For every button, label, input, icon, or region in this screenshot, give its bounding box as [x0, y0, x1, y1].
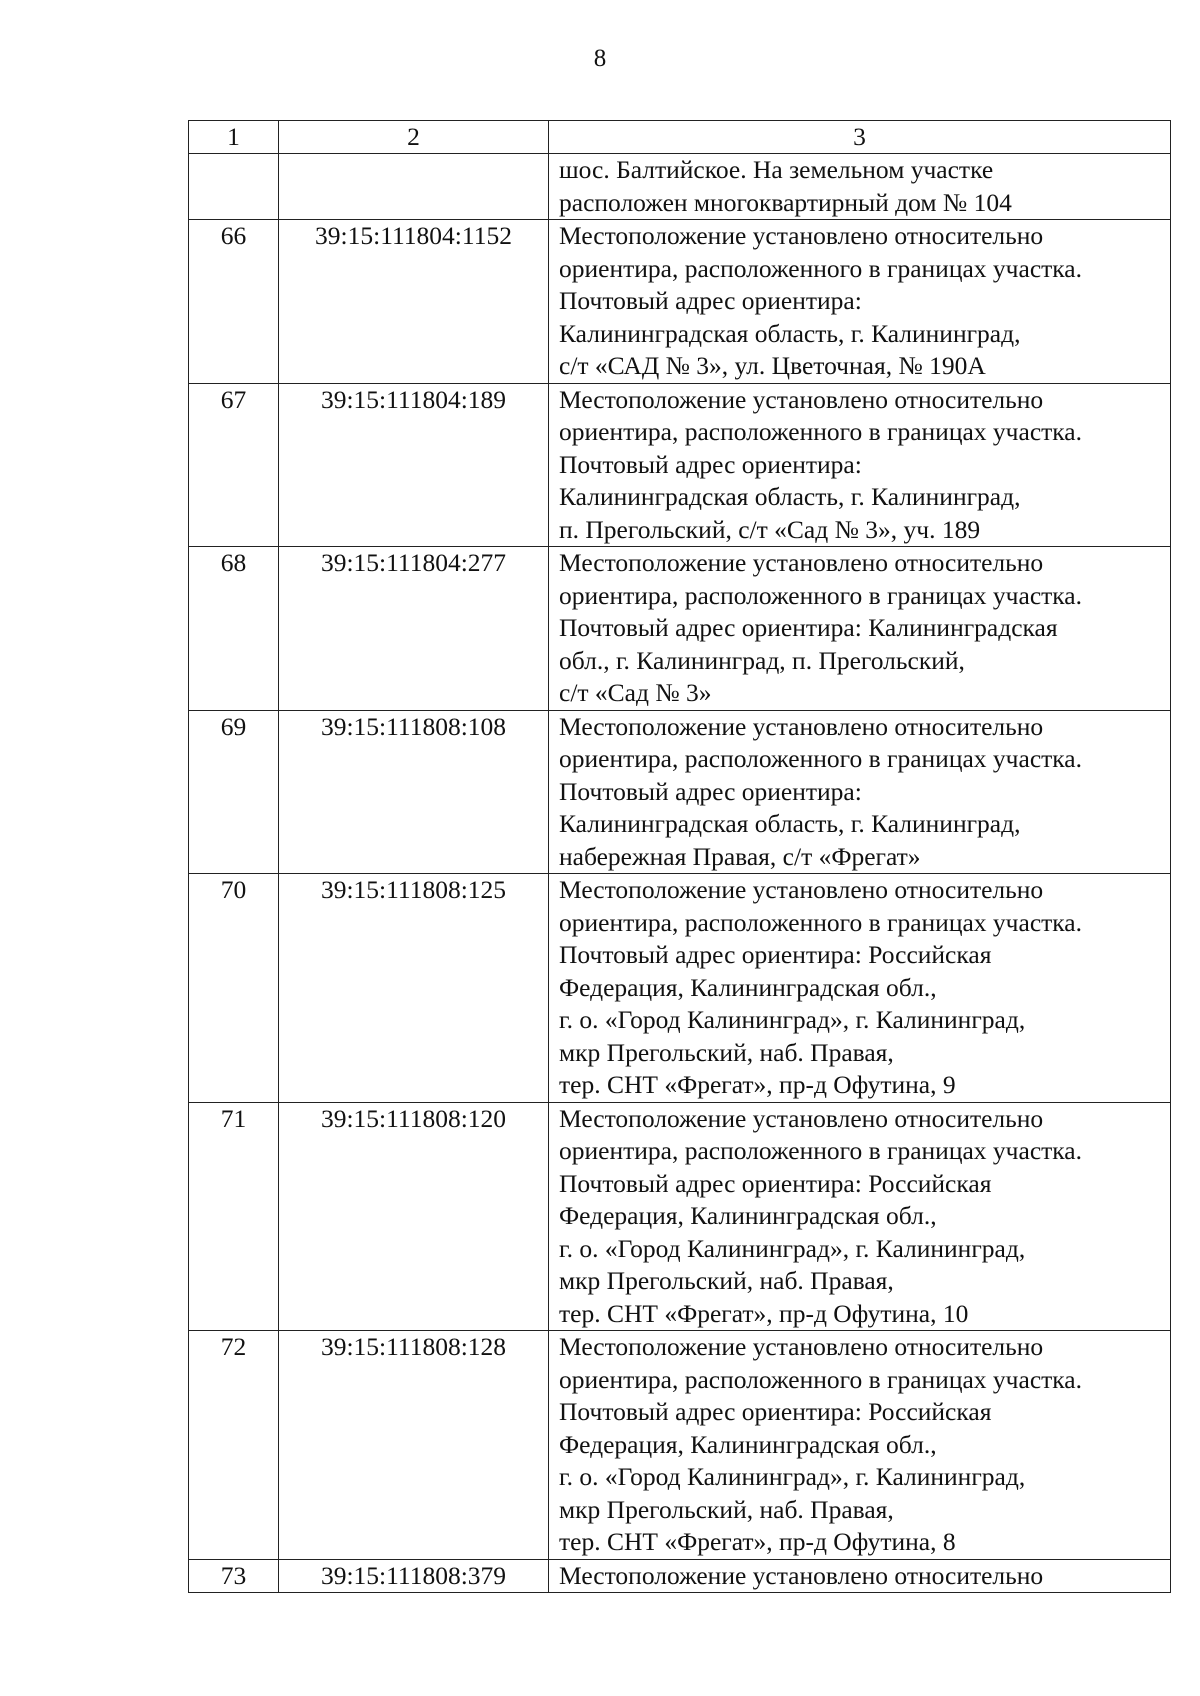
description-line: обл., г. Калининград, п. Прегольский, — [559, 645, 965, 675]
location-description — [549, 220, 1171, 384]
table-row — [189, 154, 1171, 220]
row-number: 72 — [189, 1331, 279, 1560]
description-line: ориентира, расположенного в границах участка. — [559, 1136, 1082, 1165]
description-line: Местоположение установлено относительно — [559, 1103, 1044, 1133]
description-line: тер. СНТ «Фрегат», пр-д Офутина, 9 — [559, 1070, 956, 1099]
row-number: 68 — [189, 547, 279, 711]
table-row — [189, 1331, 1171, 1560]
description-line: набережная Правая, с/т «Фрегат» — [559, 841, 921, 871]
location-description — [549, 710, 1171, 874]
table-row — [189, 220, 1171, 384]
table-row — [189, 874, 1171, 1103]
row-number: 73 — [189, 1559, 279, 1593]
location-description — [549, 874, 1171, 1103]
column-header-2: 2 — [279, 121, 549, 154]
description-line: ориентира, расположенного в границах участка. — [559, 1364, 1082, 1394]
description-line: Местоположение установлено относительно — [559, 548, 1044, 577]
page-number: 8 — [593, 45, 607, 72]
description-line: Почтовый адрес ориентира: — [559, 286, 862, 315]
description-line: ориентира, расположенного в границах участка. — [559, 907, 1082, 937]
description-line: расположен многоквартирный дом № 104 — [559, 187, 1012, 217]
location-description — [549, 383, 1171, 547]
column-header-3: 3 — [549, 121, 1171, 154]
description-line: Почтовый адрес ориентира: Калининградская — [559, 613, 1058, 642]
description-line: Калининградская область, г. Калининград, — [559, 809, 1021, 838]
description-line: Калининградская область, г. Калининград, — [559, 482, 1021, 511]
description-line: Почтовый адрес ориентира: Российская — [559, 1397, 992, 1426]
description-line: ориентира, расположенного в границах участка. — [559, 417, 1082, 446]
location-description — [549, 547, 1171, 711]
land-plot-table — [188, 120, 1171, 1593]
description-line: г. о. «Город Калининград», г. Калининград, — [559, 1462, 1026, 1491]
row-number: 70 — [189, 874, 279, 1103]
location-description — [549, 154, 1171, 220]
description-line: тер. СНТ «Фрегат», пр-д Офутина, 8 — [559, 1527, 956, 1556]
table-header-row — [189, 121, 1171, 154]
description-line: Местоположение установлено относительно — [559, 711, 1044, 741]
location-description — [549, 1331, 1171, 1560]
description-line: с/т «Сад № 3» — [559, 678, 712, 707]
description-line: Почтовый адрес ориентира: Российская — [559, 1168, 992, 1198]
description-line: мкр Прегольский, наб. Правая, — [559, 1494, 894, 1524]
description-line: мкр Прегольский, наб. Правая, — [559, 1037, 894, 1067]
description-line: Местоположение установлено относительно — [559, 1332, 1044, 1361]
cadastral-number: 39:15:111808:379 — [279, 1559, 549, 1593]
description-line: Федерация, Калининградская обл., — [559, 1429, 937, 1459]
description-line: г. о. «Город Калининград», г. Калининград, — [559, 1005, 1026, 1034]
cadastral-number: 39:15:111804:189 — [279, 383, 549, 547]
table-row — [189, 710, 1171, 874]
cadastral-number — [279, 154, 549, 220]
table-row — [189, 547, 1171, 711]
column-header-1: 1 — [189, 121, 279, 154]
description-line: с/т «САД № 3», ул. Цветочная, № 190А — [559, 351, 986, 380]
cadastral-number: 39:15:111804:1152 — [279, 220, 549, 384]
cadastral-number: 39:15:111808:120 — [279, 1102, 549, 1331]
description-line: Калининградская область, г. Калининград, — [559, 318, 1021, 348]
location-description — [549, 1102, 1171, 1331]
description-line: ориентира, расположенного в границах участка. — [559, 580, 1082, 610]
row-number: 67 — [189, 383, 279, 547]
row-number — [189, 154, 279, 220]
description-line: Местоположение установлено относительно — [559, 1560, 1044, 1590]
table-row — [189, 1559, 1171, 1593]
description-line: г. о. «Город Калининград», г. Калининград, — [559, 1233, 1026, 1263]
description-line: Местоположение установлено относительно — [559, 875, 1044, 904]
description-line: тер. СНТ «Фрегат», пр-д Офутина, 10 — [559, 1298, 969, 1328]
description-line: шос. Балтийское. На земельном участке — [559, 155, 994, 184]
table-row — [189, 383, 1171, 547]
description-line: Местоположение установлено относительно — [559, 221, 1044, 250]
description-line: ориентира, расположенного в границах участка. — [559, 253, 1082, 283]
description-line: ориентира, расположенного в границах участка. — [559, 744, 1082, 773]
cadastral-number: 39:15:111808:125 — [279, 874, 549, 1103]
description-line: мкр Прегольский, наб. Правая, — [559, 1266, 894, 1295]
description-line: Местоположение установлено относительно — [559, 384, 1044, 414]
row-number: 71 — [189, 1102, 279, 1331]
cadastral-number: 39:15:111808:108 — [279, 710, 549, 874]
location-description — [549, 1559, 1171, 1593]
description-line: Почтовый адрес ориентира: Российская — [559, 940, 992, 969]
description-line: Почтовый адрес ориентира: — [559, 449, 862, 479]
cadastral-number: 39:15:111808:128 — [279, 1331, 549, 1560]
cadastral-number: 39:15:111804:277 — [279, 547, 549, 711]
row-number: 66 — [189, 220, 279, 384]
description-line: п. Прегольский, с/т «Сад № 3», уч. 189 — [559, 514, 981, 544]
row-number: 69 — [189, 710, 279, 874]
description-line: Федерация, Калининградская обл., — [559, 1201, 937, 1230]
table-row — [189, 1102, 1171, 1331]
description-line: Почтовый адрес ориентира: — [559, 776, 862, 806]
description-line: Федерация, Калининградская обл., — [559, 972, 937, 1002]
